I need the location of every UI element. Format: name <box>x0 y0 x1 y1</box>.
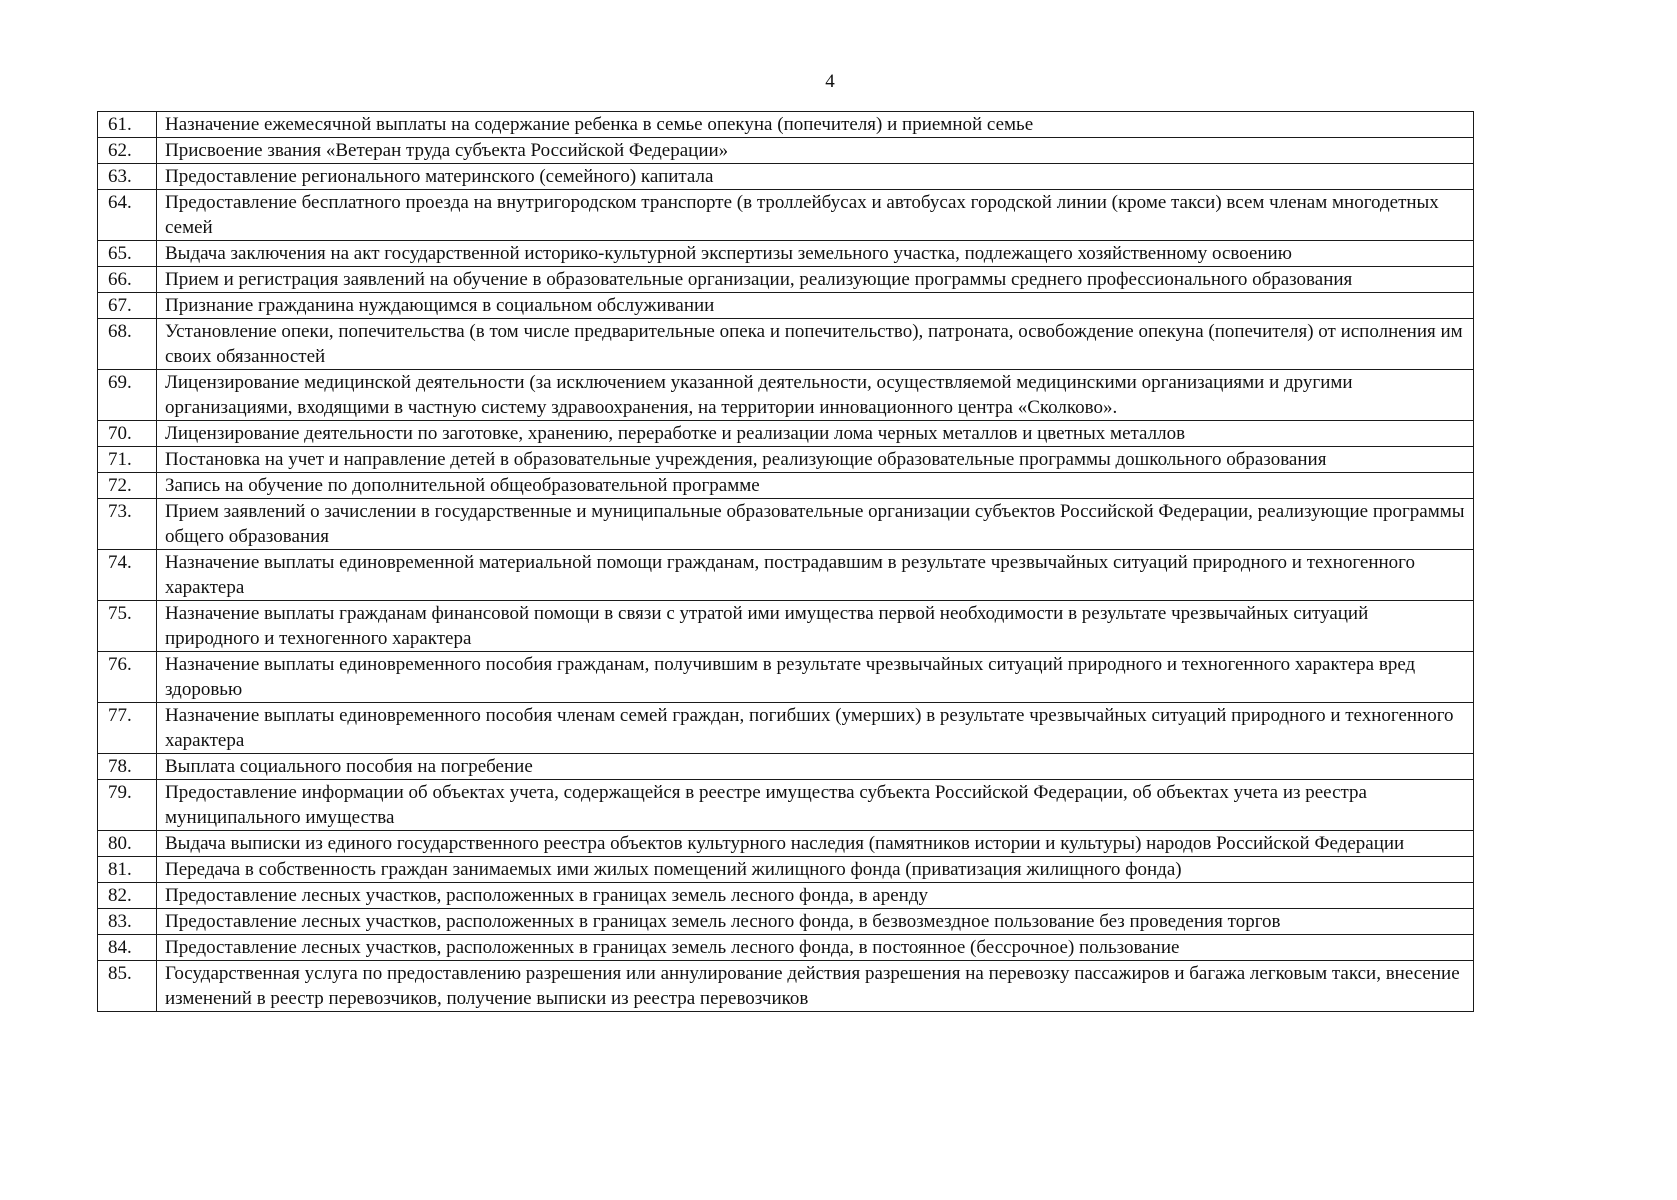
table-row <box>98 601 1474 652</box>
service-name: Передача в собственность граждан занимаемых ими жилых помещений жилищного фонда (приватизация жилищного фонда) <box>157 857 1474 883</box>
table-row <box>98 961 1474 1012</box>
service-name: Предоставление лесных участков, расположенных в границах земель лесного фонда, в аренду <box>157 883 1474 909</box>
table-row <box>98 935 1474 961</box>
table-row <box>98 421 1474 447</box>
row-number: 61. <box>98 112 157 138</box>
service-name: Установление опеки, попечительства (в том числе предварительные опека и попечительство), патроната, освобождение опекуна (попечителя) от исполнения им своих обязанностей <box>157 319 1474 370</box>
service-name: Выплата социального пособия на погребение <box>157 754 1474 780</box>
service-name: Предоставление лесных участков, расположенных в границах земель лесного фонда, в безвозмездное пользование без проведения торгов <box>157 909 1474 935</box>
table-row <box>98 293 1474 319</box>
service-name: Признание гражданина нуждающимся в социальном обслуживании <box>157 293 1474 319</box>
row-number: 62. <box>98 138 157 164</box>
table-row <box>98 190 1474 241</box>
services-table <box>97 111 1474 1012</box>
row-number: 78. <box>98 754 157 780</box>
row-number: 72. <box>98 473 157 499</box>
row-number: 75. <box>98 601 157 652</box>
table-row <box>98 473 1474 499</box>
row-number: 66. <box>98 267 157 293</box>
table-row <box>98 780 1474 831</box>
table-row <box>98 652 1474 703</box>
service-name: Назначение выплаты единовременной материальной помощи гражданам, пострадавшим в результате чрезвычайных ситуаций природного и техногенного характера <box>157 550 1474 601</box>
service-name: Выдача заключения на акт государственной историко-культурной экспертизы земельного участка, подлежащего хозяйственному освоению <box>157 241 1474 267</box>
service-name: Прием и регистрация заявлений на обучение в образовательные организации, реализующие программы среднего профессионального образования <box>157 267 1474 293</box>
service-name: Назначение выплаты единовременного пособия гражданам, получившим в результате чрезвычайных ситуаций природного и техногенного характера вред здоровью <box>157 652 1474 703</box>
services-table-body <box>98 112 1474 1012</box>
service-name: Лицензирование медицинской деятельности (за исключением указанной деятельности, осуществляемой медицинскими организациями и другими организациями, входящими в частную систему здравоохранения, на территории инновационного центра «Сколково». <box>157 370 1474 421</box>
service-name: Государственная услуга по предоставлению разрешения или аннулирование действия разрешения на перевозку пассажиров и багажа легковым такси, внесение изменений в реестр перевозчиков, получение выписки из реестра перевозчиков <box>157 961 1474 1012</box>
service-name: Выдача выписки из единого государственного реестра объектов культурного наследия (памятников истории и культуры) народов Российской Федерации <box>157 831 1474 857</box>
service-name: Предоставление информации об объектах учета, содержащейся в реестре имущества субъекта Российской Федерации, об объектах учета из реестра муниципального имущества <box>157 780 1474 831</box>
service-name: Предоставление лесных участков, расположенных в границах земель лесного фонда, в постоянное (бессрочное) пользование <box>157 935 1474 961</box>
service-name: Предоставление бесплатного проезда на внутригородском транспорте (в троллейбусах и автобусах городской линии (кроме такси) всем членам многодетных семей <box>157 190 1474 241</box>
row-number: 69. <box>98 370 157 421</box>
row-number: 81. <box>98 857 157 883</box>
row-number: 82. <box>98 883 157 909</box>
table-row <box>98 550 1474 601</box>
row-number: 63. <box>98 164 157 190</box>
service-name: Постановка на учет и направление детей в образовательные учреждения, реализующие образовательные программы дошкольного образования <box>157 447 1474 473</box>
row-number: 65. <box>98 241 157 267</box>
page-number: 4 <box>825 71 835 92</box>
row-number: 74. <box>98 550 157 601</box>
service-name: Назначение выплаты гражданам финансовой помощи в связи с утратой ими имущества первой необходимости в результате чрезвычайных ситуаций природного и техногенного характера <box>157 601 1474 652</box>
service-name: Предоставление регионального материнского (семейного) капитала <box>157 164 1474 190</box>
row-number: 73. <box>98 499 157 550</box>
row-number: 80. <box>98 831 157 857</box>
service-name: Запись на обучение по дополнительной общеобразовательной программе <box>157 473 1474 499</box>
row-number: 64. <box>98 190 157 241</box>
table-row <box>98 703 1474 754</box>
row-number: 76. <box>98 652 157 703</box>
row-number: 83. <box>98 909 157 935</box>
row-number: 68. <box>98 319 157 370</box>
table-row <box>98 857 1474 883</box>
table-row <box>98 112 1474 138</box>
row-number: 84. <box>98 935 157 961</box>
table-row <box>98 370 1474 421</box>
service-name: Назначение выплаты единовременного пособия членам семей граждан, погибших (умерших) в результате чрезвычайных ситуаций природного и техногенного характера <box>157 703 1474 754</box>
table-row <box>98 447 1474 473</box>
service-name: Назначение ежемесячной выплаты на содержание ребенка в семье опекуна (попечителя) и приемной семье <box>157 112 1474 138</box>
row-number: 71. <box>98 447 157 473</box>
table-row <box>98 241 1474 267</box>
row-number: 85. <box>98 961 157 1012</box>
service-name: Присвоение звания «Ветеран труда субъекта Российской Федерации» <box>157 138 1474 164</box>
row-number: 70. <box>98 421 157 447</box>
table-row <box>98 754 1474 780</box>
service-name: Лицензирование деятельности по заготовке, хранению, переработке и реализации лома черных металлов и цветных металлов <box>157 421 1474 447</box>
table-row <box>98 267 1474 293</box>
table-row <box>98 883 1474 909</box>
table-row <box>98 831 1474 857</box>
table-row <box>98 164 1474 190</box>
table-row <box>98 138 1474 164</box>
row-number: 67. <box>98 293 157 319</box>
table-row <box>98 319 1474 370</box>
table-row <box>98 909 1474 935</box>
service-name: Прием заявлений о зачислении в государственные и муниципальные образовательные организации субъектов Российской Федерации, реализующие программы общего образования <box>157 499 1474 550</box>
row-number: 79. <box>98 780 157 831</box>
table-row <box>98 499 1474 550</box>
row-number: 77. <box>98 703 157 754</box>
